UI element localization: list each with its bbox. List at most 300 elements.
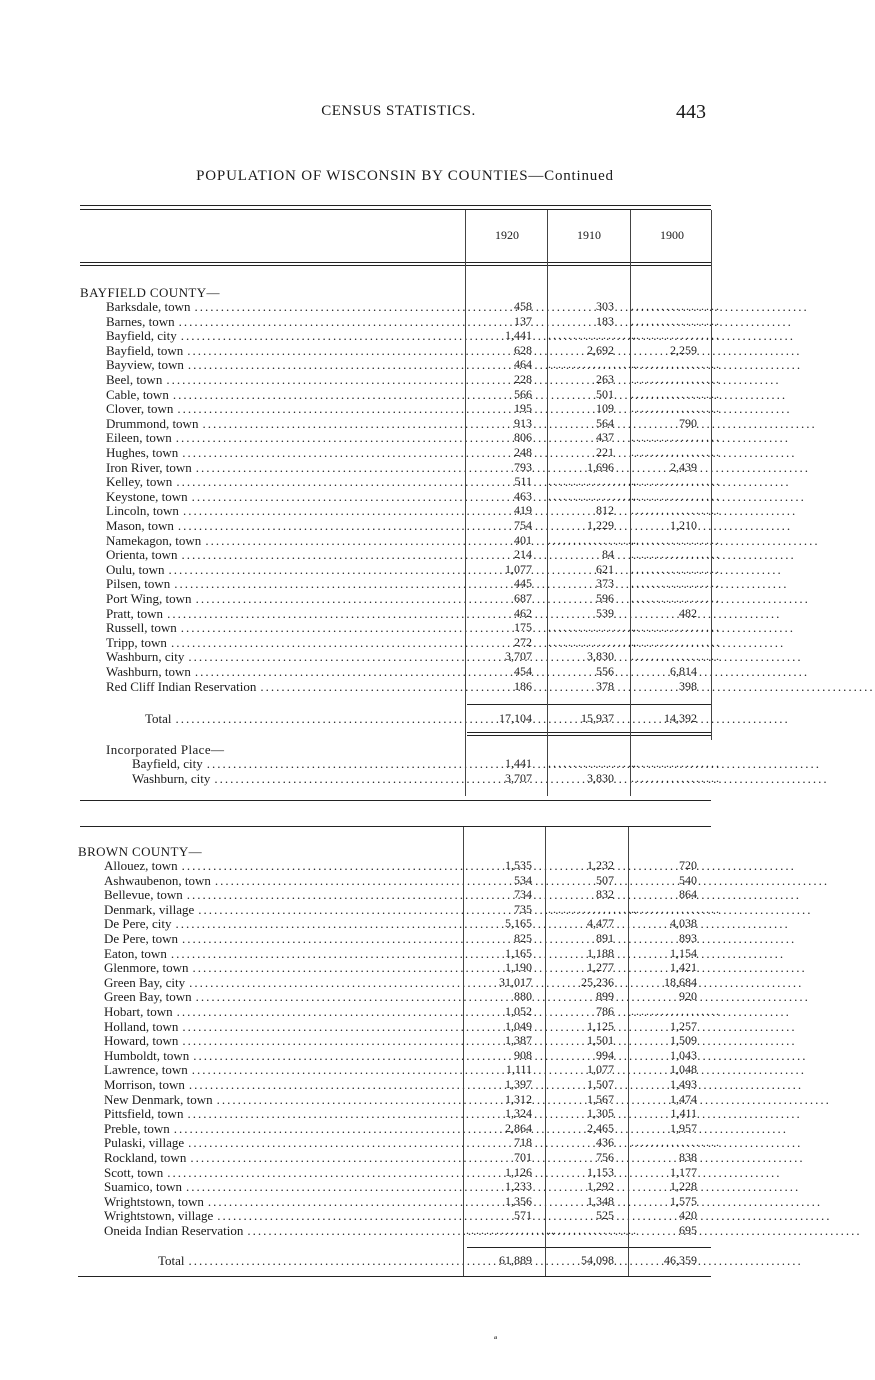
row-label-clip [106, 591, 462, 606]
cell-1900: 1,257 [670, 1018, 697, 1033]
table-row [0, 328, 859, 343]
cell-1900: 420 [679, 1208, 697, 1223]
row-label-clip [104, 873, 460, 888]
row-label-clip [106, 679, 462, 694]
row-label-clip [106, 489, 462, 504]
table-row [0, 314, 859, 329]
row-label: Preble, town ..... [104, 1121, 788, 1136]
row-label-clip [104, 989, 460, 1004]
table-row [0, 343, 859, 358]
cell-1920: 534 [514, 872, 532, 887]
cell-1920: 793 [514, 459, 532, 474]
row-label: Orienta, town ..... [106, 547, 796, 562]
row-label: Red Cliff Indian Reservation ..... [106, 679, 875, 694]
row-label-clip [106, 562, 462, 577]
cell-1910: 54,098 [581, 1253, 614, 1267]
cell-1900: 1,474 [670, 1091, 697, 1106]
row-label: Bayfield, city ..... [106, 328, 795, 343]
cell-1910: 109 [596, 401, 614, 416]
row-label: Port Wing, town ..... [106, 591, 810, 606]
cell-1920: 401 [514, 532, 532, 547]
cell-1900: 864 [679, 887, 697, 902]
row-label-clip [106, 401, 462, 416]
table-row [0, 902, 859, 917]
empty-cell-leader: .................. [631, 357, 721, 372]
row-label-clip [104, 1121, 460, 1136]
empty-cell-leader: .................. [548, 488, 638, 503]
table-row [0, 989, 859, 1004]
table-row [0, 503, 859, 518]
cell-1920: 248 [514, 445, 532, 459]
cell-1920: 825 [514, 931, 532, 945]
cell-1920: 1,111 [505, 1062, 532, 1077]
table-row [0, 1121, 859, 1136]
column-divider [630, 210, 631, 796]
county-heading: BAYFIELD COUNTY— [80, 285, 220, 300]
row-label-clip [104, 1077, 460, 1092]
cell-1900: 1,493 [670, 1077, 697, 1091]
row-label: Bellevue, town ..... [104, 887, 801, 902]
cell-1900: 6,814 [670, 664, 697, 678]
cell-1910: 437 [596, 430, 614, 445]
row-label: Eileen, town ..... [106, 430, 790, 445]
empty-cell-leader: .................. [631, 474, 721, 489]
cell-1900: 1,043 [670, 1047, 697, 1062]
cell-1910: 621 [596, 561, 614, 576]
row-label: Ashwaubenon, town ..... [104, 873, 829, 888]
cell-1900: 720 [679, 858, 697, 872]
row-label-clip [145, 711, 462, 726]
row-label-clip [104, 858, 460, 873]
table-row [0, 576, 859, 591]
table-row [0, 372, 859, 387]
cell-1900: 1,228 [670, 1179, 697, 1194]
row-label-clip [104, 1208, 460, 1223]
table-row [0, 445, 859, 460]
table-row [0, 1004, 859, 1019]
cell-1910: 832 [596, 887, 614, 902]
row-label: Oulu, town ..... [106, 562, 783, 577]
column-divider [628, 827, 629, 1276]
cell-1920: 701 [514, 1150, 532, 1164]
row-label-clip [106, 533, 462, 548]
header-bottom-rule [80, 262, 711, 263]
cell-1910: 1,501 [587, 1033, 614, 1048]
cell-1920: 419 [514, 503, 532, 518]
table-row [0, 679, 859, 694]
row-label-clip [104, 1179, 460, 1194]
row-label: Morrison, town ..... [104, 1077, 803, 1092]
cell-1910: 596 [596, 591, 614, 605]
cell-1920: 1,165 [505, 945, 532, 960]
row-label-clip [106, 606, 462, 621]
table-row [0, 635, 859, 650]
row-label: Barksdale, town ..... [106, 299, 809, 314]
empty-cell-leader: .................. [548, 634, 638, 649]
row-label-clip [106, 343, 462, 358]
row-label-clip [106, 387, 462, 402]
row-label: Allouez, town ..... [104, 858, 796, 873]
cell-1920: 5,165 [505, 916, 532, 931]
table-row [0, 887, 859, 902]
table-row [0, 1179, 859, 1194]
table-row [0, 711, 859, 726]
row-label-clip [106, 416, 462, 431]
cell-1920: 186 [514, 678, 532, 693]
table-row [0, 1048, 859, 1063]
cell-1920: 734 [514, 887, 532, 902]
table-row [0, 401, 859, 416]
cell-1920: 1,052 [505, 1004, 532, 1018]
row-label: Oneida Indian Reservation ..... [104, 1223, 862, 1238]
row-label-clip [106, 445, 462, 460]
empty-cell-leader: .................. [631, 430, 721, 445]
cell-1910: 1,153 [587, 1164, 614, 1179]
cell-1920: 214 [514, 547, 532, 562]
row-label: Wrightstown, village ..... [104, 1208, 832, 1223]
cell-1920: 1,324 [505, 1106, 532, 1121]
table-row [0, 430, 859, 445]
cell-1910: 564 [596, 415, 614, 430]
row-label: De Pere, city ..... [104, 916, 790, 931]
incorporated-heading: Incorporated Place— [106, 742, 225, 757]
row-label: Denmark, village ..... [104, 902, 813, 917]
empty-cell-leader: .................. [548, 1223, 638, 1237]
cell-1920: 195 [514, 401, 532, 416]
cell-1920: 2,864 [505, 1120, 532, 1135]
empty-cell-leader: .................. [631, 591, 721, 605]
cell-1900: 695 [679, 1223, 697, 1237]
cell-1920: 1,049 [505, 1018, 532, 1033]
row-label: Russell, town ..... [106, 620, 795, 635]
section-bottom-rule [80, 800, 711, 801]
row-label-clip [106, 635, 462, 650]
row-label-clip [104, 1033, 460, 1048]
cell-1910: 4,477 [587, 916, 614, 931]
table-row [0, 960, 859, 975]
section-top-rule [80, 826, 711, 827]
table-row [0, 357, 859, 372]
table-row [0, 1019, 859, 1034]
cell-1910: 3,830 [587, 770, 614, 785]
row-label-clip [106, 299, 462, 314]
row-label-clip [104, 1150, 460, 1165]
row-label: Howard, town ..... [104, 1033, 797, 1048]
total-rule [467, 704, 711, 705]
cell-1910: 1,348 [587, 1193, 614, 1208]
row-label: Kelley, town ..... [106, 474, 791, 489]
cell-1920: 458 [514, 299, 532, 313]
table-row [0, 946, 859, 961]
cell-1900: 1,575 [670, 1193, 697, 1208]
cell-1920: 1,441 [505, 328, 532, 343]
cell-1920: 61,889 [499, 1253, 532, 1267]
empty-cell-leader: .................. [631, 547, 721, 562]
cell-1910: 221 [596, 445, 614, 459]
table-row [0, 562, 859, 577]
cell-1920: 1,387 [505, 1033, 532, 1048]
cell-1900: 2,439 [670, 459, 697, 474]
row-label: Wrightstown, town ..... [104, 1194, 822, 1209]
cell-1920: 137 [514, 313, 532, 328]
cell-1910: 263 [596, 372, 614, 386]
table-row [0, 1253, 859, 1268]
cell-1910: 2,692 [587, 342, 614, 357]
row-label: Washburn, city ..... [132, 771, 829, 786]
cell-1920: 571 [514, 1208, 532, 1223]
table-row [0, 649, 859, 664]
cell-1900: 1,048 [670, 1062, 697, 1077]
cell-1910: 2,465 [587, 1120, 614, 1135]
cell-1900: 1,957 [670, 1120, 697, 1135]
empty-cell-leader: .................. [631, 445, 721, 459]
page-number: 443 [676, 101, 706, 123]
cell-1910: 525 [596, 1208, 614, 1223]
cell-1910: 812 [596, 503, 614, 518]
cell-1920: 464 [514, 357, 532, 372]
table-row [0, 916, 859, 931]
cell-1920: 17,104 [499, 711, 532, 725]
cell-1900: 398 [679, 678, 697, 693]
empty-cell-leader: .................. [631, 576, 721, 591]
table-row [0, 416, 859, 431]
row-label-clip [104, 960, 460, 975]
row-label: Hughes, town ..... [106, 445, 796, 460]
row-label: Green Bay, town ..... [104, 989, 810, 1004]
row-label: Cable, town ..... [106, 387, 787, 402]
cell-1900: 1,421 [670, 960, 697, 975]
row-label: De Pere, town ..... [104, 931, 796, 946]
cell-1910: 15,937 [581, 711, 614, 725]
row-label-clip [104, 1106, 460, 1121]
cell-1910: 1,188 [587, 945, 614, 960]
cell-1900: 1,154 [670, 945, 697, 960]
cell-1910: 84 [602, 547, 614, 562]
row-label: Washburn, town ..... [106, 664, 809, 679]
empty-cell-leader: .................. [631, 532, 721, 547]
column-header-1900: 1900 [660, 228, 684, 242]
table-row [0, 518, 859, 533]
row-label-clip [106, 357, 462, 372]
cell-1920: 1,312 [505, 1091, 532, 1106]
cell-1910: 539 [596, 605, 614, 620]
row-label-clip [106, 430, 462, 445]
table-bottom-rule [78, 1276, 711, 1277]
row-label: Pulaski, village ..... [104, 1135, 802, 1150]
row-label-clip [106, 576, 462, 591]
empty-cell-leader: .................. [631, 372, 721, 386]
row-label-clip [106, 547, 462, 562]
cell-1900: 920 [679, 989, 697, 1004]
table-row [0, 489, 859, 504]
cell-1920: 754 [514, 518, 532, 532]
empty-cell-leader: .................. [631, 756, 721, 770]
cell-1920: 806 [514, 430, 532, 445]
cell-1910: 1,507 [587, 1077, 614, 1091]
cell-1910: 756 [596, 1150, 614, 1164]
table-row [0, 547, 859, 562]
table-row [0, 858, 859, 873]
empty-cell-leader: .................. [548, 901, 638, 916]
cell-1920: 628 [514, 342, 532, 357]
row-label: Hobart, town ..... [104, 1004, 791, 1019]
cell-1910: 1,277 [587, 960, 614, 975]
empty-cell-leader: .................. [631, 386, 721, 401]
cell-1900: 14,392 [664, 711, 697, 725]
column-divider [545, 827, 546, 1276]
row-label-clip [104, 1165, 460, 1180]
cell-1910: 3,830 [587, 649, 614, 664]
cell-1900: 1,509 [670, 1033, 697, 1048]
row-label-clip [104, 1223, 460, 1238]
row-label: Drummond, town ..... [106, 416, 817, 431]
cell-1920: 463 [514, 488, 532, 503]
row-label-clip [106, 460, 462, 475]
cell-1900: 1,210 [670, 518, 697, 532]
row-label: Namekagon, town ..... [106, 533, 820, 548]
row-label-clip [106, 649, 462, 664]
empty-cell-leader: .................. [631, 488, 721, 503]
cell-1910: 303 [596, 299, 614, 313]
empty-cell-leader: .................. [631, 1004, 721, 1018]
empty-cell-leader: .................. [631, 503, 721, 518]
row-label-clip [104, 931, 460, 946]
row-label-clip [104, 1004, 460, 1019]
table-row [0, 1062, 859, 1077]
empty-cell-leader: .................. [631, 634, 721, 649]
cell-1920: 3,707 [505, 649, 532, 664]
table-row [0, 460, 859, 475]
empty-cell-leader: .................. [631, 313, 721, 328]
cell-1910: 1,125 [587, 1018, 614, 1033]
table-row [0, 591, 859, 606]
empty-cell-leader: .................. [631, 649, 721, 664]
empty-cell-leader: .................. [631, 328, 721, 343]
cell-1900: 482 [679, 605, 697, 620]
row-label-clip [106, 518, 462, 533]
cell-1920: 175 [514, 620, 532, 635]
row-label: Barnes, town ..... [106, 314, 793, 329]
table-row [0, 533, 859, 548]
row-label: Washburn, city ..... [106, 649, 803, 664]
cell-1900: 46,359 [664, 1253, 697, 1267]
cell-1910: 1,232 [587, 858, 614, 872]
cell-1920: 1,077 [505, 561, 532, 576]
row-label-clip [104, 975, 460, 990]
footer-mark: ª [494, 1334, 498, 1346]
row-label: Lawrence, town ..... [104, 1062, 806, 1077]
table-row [0, 1194, 859, 1209]
county-heading: BROWN COUNTY— [78, 844, 203, 859]
total-rule [467, 1247, 711, 1248]
row-label: Iron River, town ..... [106, 460, 810, 475]
cell-1920: 31,017 [499, 974, 532, 989]
empty-cell-leader: .................. [631, 1135, 721, 1150]
row-label: Keystone, town ..... [106, 489, 806, 504]
empty-cell-leader: .................. [631, 620, 721, 635]
table-row [0, 975, 859, 990]
cell-1920: 718 [514, 1135, 532, 1150]
table-row [0, 1033, 859, 1048]
cell-1910: 501 [596, 386, 614, 401]
row-label-clip [106, 664, 462, 679]
cell-1920: 228 [514, 372, 532, 386]
row-label-clip [104, 1048, 460, 1063]
cell-1910: 1,305 [587, 1106, 614, 1121]
table-row [0, 756, 859, 771]
cell-1920: 1,397 [505, 1077, 532, 1091]
cell-1900: 540 [679, 872, 697, 887]
total-bottom-rule [467, 732, 711, 733]
table-top-rule [80, 205, 711, 206]
cell-1910: 786 [596, 1004, 614, 1018]
table-row [0, 771, 859, 786]
column-header-1910: 1910 [577, 228, 601, 242]
row-label: Eaton, town ..... [104, 946, 785, 961]
cell-1920: 511 [514, 474, 532, 489]
cell-1910: 436 [596, 1135, 614, 1150]
row-label-clip [158, 1253, 460, 1268]
row-label: Total ..... [145, 711, 790, 726]
empty-cell-leader: .................. [631, 299, 721, 313]
row-label-clip [132, 771, 462, 786]
row-label: Mason, town ..... [106, 518, 792, 533]
table-row [0, 606, 859, 621]
table-row [0, 1135, 859, 1150]
cell-1900: 838 [679, 1150, 697, 1164]
column-header-1920: 1920 [495, 228, 519, 242]
cell-1910: 1,229 [587, 518, 614, 532]
row-label: Glenmore, town ..... [104, 960, 807, 975]
cell-1920: 1,441 [505, 756, 532, 770]
cell-1920: 1,190 [505, 960, 532, 975]
table-row [0, 474, 859, 489]
cell-1920: 3,707 [505, 770, 532, 785]
row-label: New Denmark, town ..... [104, 1092, 831, 1107]
cell-1900: 1,177 [670, 1164, 697, 1179]
row-label-clip [104, 1092, 460, 1107]
row-label: Pittsfield, town ..... [104, 1106, 802, 1121]
row-label-clip [104, 946, 460, 961]
table-row [0, 620, 859, 635]
table-row [0, 299, 859, 314]
table-top-rule [80, 209, 711, 210]
row-label: Lincoln, town ..... [106, 503, 797, 518]
empty-cell-leader: .................. [631, 401, 721, 416]
row-label: Bayview, town ..... [106, 357, 802, 372]
cell-1900: 790 [679, 415, 697, 430]
cell-1920: 687 [514, 591, 532, 605]
row-label-clip [132, 756, 462, 771]
cell-1900: 2,259 [670, 342, 697, 357]
page-header-title: CENSUS STATISTICS. [321, 103, 476, 119]
cell-1920: 1,126 [505, 1164, 532, 1179]
cell-1910: 183 [596, 313, 614, 328]
row-label: Green Bay, city ..... [104, 975, 803, 990]
table-row [0, 1077, 859, 1092]
cell-1910: 25,236 [581, 974, 614, 989]
cell-1920: 908 [514, 1047, 532, 1062]
cell-1900: 18,684 [664, 974, 697, 989]
table-row [0, 1223, 859, 1238]
table-row [0, 387, 859, 402]
empty-cell-leader: .................. [548, 620, 638, 635]
cell-1920: 1,535 [505, 858, 532, 872]
cell-1910: 378 [596, 678, 614, 693]
row-label: Rockland, town ..... [104, 1150, 805, 1165]
cell-1910: 1,077 [587, 1062, 614, 1077]
empty-cell-leader: .................. [548, 328, 638, 343]
